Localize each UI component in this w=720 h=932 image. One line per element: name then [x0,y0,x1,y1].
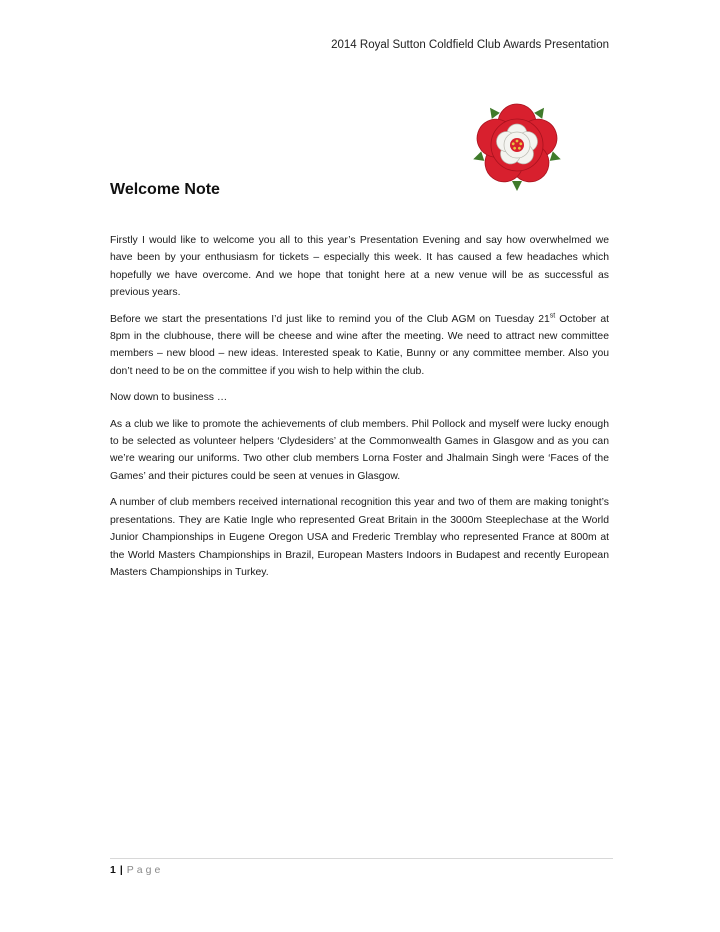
paragraph-recognition: A number of club members received international recognition this year and two of them are making tonight’s presentations. They are Katie Ingle who represented Great Britain in the 3000m Steeplechase at the World Junior Championships in Eugene Oregon USA and Frederic Tremblay who represented France at 800m at the World Masters Championships in Brazil, European Masters Indoors in Budapest and recently European Masters Championships in Turkey. [110,497,609,578]
footer-separator: | [119,864,123,876]
page-label: Page [126,864,164,876]
paragraph-agm [110,311,609,381]
body-text [110,232,609,590]
agm-text-end: October at 8pm in the clubhouse, there will be cheese and wine after the meeting. We need to attract new committee members – new blood – new ideas. Interested speak to Katie, Bunny or any committee member. Also you don’t need to be on the committee if you wish to help within the club. [110,313,609,377]
footer-divider [110,858,613,859]
tudor-rose-icon [467,95,567,195]
paragraph-business: Now down to business … [110,392,228,404]
page-footer [110,864,163,876]
running-header: 2014 Royal Sutton Coldfield Club Awards Presentation [331,39,609,51]
paragraph-welcome: Firstly I would like to welcome you all to this year’s Presentation Evening and say how overwhelmed we have been by your enthusiasm for tickets – especially this week. It has caused a few headaches which hopefully we have overcome. And we hope that tonight here at a new venue will be as successful as previous years. [110,235,609,299]
paragraph-achievements: As a club we like to promote the achievements of club members. Phil Pollock and myself were lucky enough to be selected as volunteer helpers ‘Clydesiders’ at the Commonwealth Games in Glasgow and as you can we’re wearing our uniforms. Two other club members Lorna Foster and Jhalmain Singh were ‘Faces of the Games’ and their pictures could be seen at venues in Glasgow. [110,418,609,482]
agm-text-start: Before we start the presentations I’d just like to remind you of the Club AGM on Tuesday 21 [110,313,550,325]
ordinal-suffix: st [549,312,556,320]
page-number: 1 [110,864,116,876]
page-title: Welcome Note [110,181,220,198]
